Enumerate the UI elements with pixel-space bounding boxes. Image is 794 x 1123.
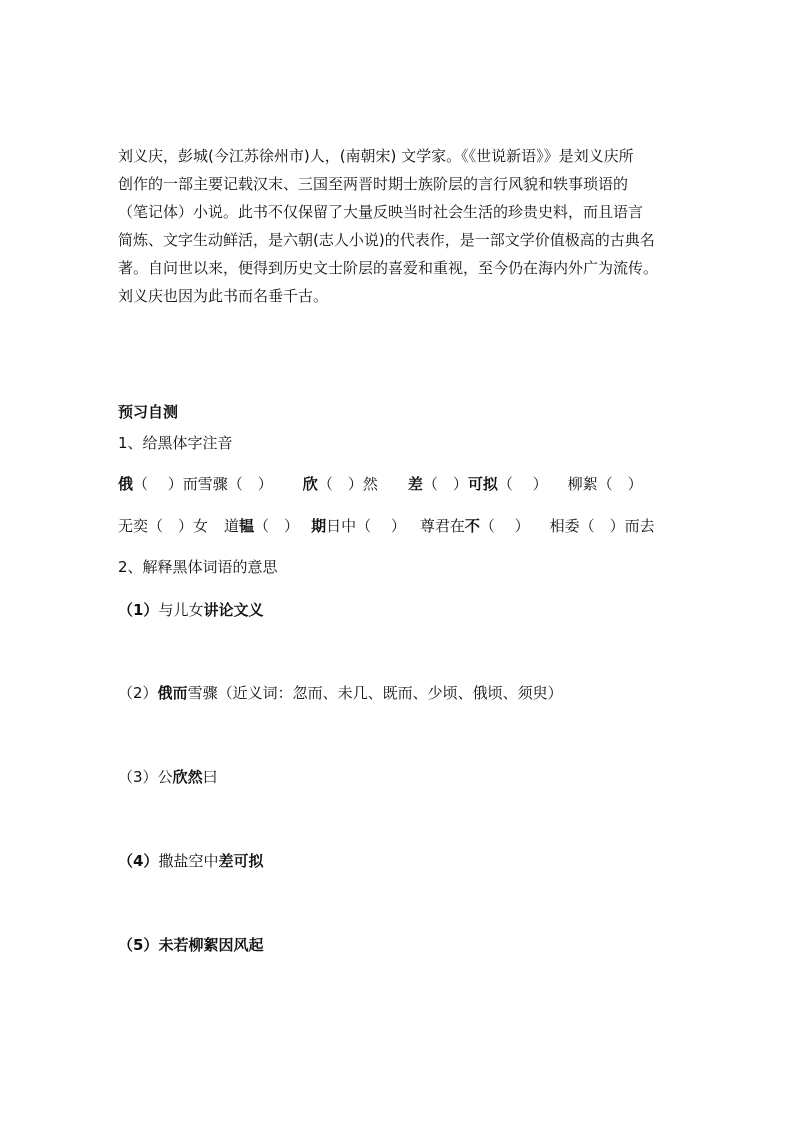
pinyin-item: 尊君在不（ ） [419,517,530,535]
definition-item-1: （1）与儿女讲论文义 [118,601,264,619]
pinyin-row-2 [118,516,655,536]
definition-item-3: （3）公欣然曰 [118,768,218,786]
question-1-title: 1、给黑体字注音 [118,434,233,452]
intro-line: 著。自问世以来，便得到历史文士阶层的喜爱和重视，至今仍在海内外广为流传。 [118,259,659,277]
intro-paragraph [118,146,678,314]
intro-line: 简炼、文字生动鲜活，是六朝(志人小说)的代表作，是一部文学价值极高的古典名 [118,231,655,249]
pinyin-item: 无奕（ ）女 [118,517,209,535]
pinyin-item: 相委（ ）而去 [549,517,655,535]
pinyin-item: 道韫（ ） [224,517,300,535]
definition-item-5: （5）未若柳絮因风起 [118,936,264,954]
pinyin-row-1 [118,474,643,494]
pinyin-item: 欣（ ）然 [302,475,378,493]
intro-line: 刘义庆，彭城(今江苏徐州市)人，(南朝宋) 文学家。《《世说新语》》是刘义庆所 [118,147,634,165]
pinyin-item: 俄（ ）而雪骤（ ） [118,475,273,493]
pinyin-item: 期日中（ ） [311,517,406,535]
pinyin-item: 差（ ） [407,475,468,493]
intro-line: 刘义庆也因为此书而名垂千古。 [118,287,329,305]
intro-line: 创作的一部主要记载汉末、三国至两晋时期士族阶层的言行风貌和轶事琐语的 [118,175,629,193]
question-2-title: 2、解释黑体词语的意思 [118,558,278,576]
definition-item-4: （4）撒盐空中差可拟 [118,852,264,870]
section-title: 预习自测 [118,403,179,421]
pinyin-item: 可拟（ ） [467,475,548,493]
pinyin-item: 柳絮（ ） [567,475,643,493]
intro-line: （笔记体）小说。此书不仅保留了大量反映当时社会生活的珍贵史料，而且语言 [118,203,644,221]
definition-item-2: （2）俄而雪骤（近义词：忽而、未几、既而、少顷、俄顷、须臾） [118,684,563,702]
